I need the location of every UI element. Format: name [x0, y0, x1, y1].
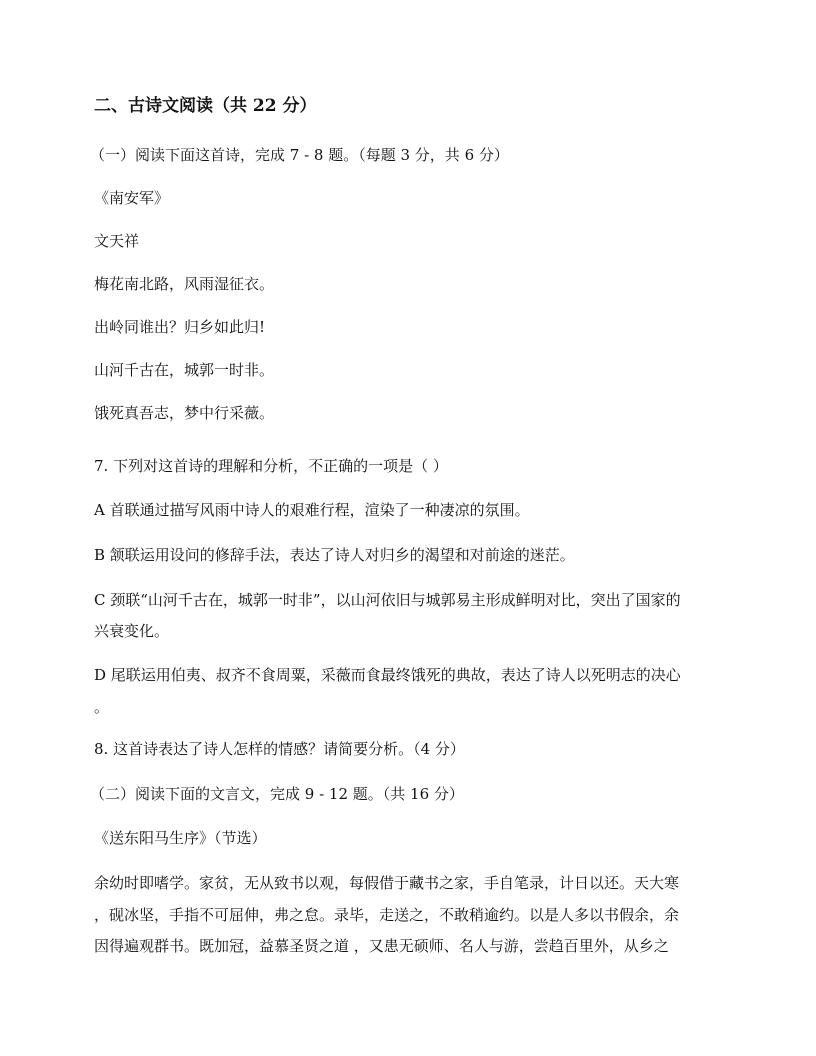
section-title: 二、古诗文阅读（共 22 分）	[94, 96, 317, 116]
question-7-option-a: A 首联通过描写风雨中诗人的艰难行程，渲染了一种凄凉的氛围。	[94, 501, 530, 519]
poem-line: 山河千古在，城郭一时非。	[94, 361, 275, 379]
passage-line: 因得遍观群书。既加冠，益慕圣贤之道 ，又患无硕师、名人与游，尝趋百里外，从乡之	[94, 937, 669, 955]
question-7-option-d-cont: 。	[94, 698, 110, 716]
question-7-option-c: C 颈联“山河千古在，城郭一时非”，以山河依旧与城郭易主形成鲜明对比，突出了国家的	[94, 591, 681, 609]
passage-line: ，砚冰坚，手指不可屈伸，弗之怠。录毕，走送之，不敢稍逾约。以是人多以书假余，余	[94, 906, 680, 924]
poem-line: 饿死真吾志，梦中行采薇。	[94, 404, 275, 422]
poem-title: 《南安军》	[94, 189, 170, 207]
passage-title: 《送东阳马生序》（节选）	[94, 829, 267, 847]
part2-instruction: （二）阅读下面的文言文，完成 9 - 12 题。（共 16 分）	[90, 785, 464, 803]
question-7-option-c-cont: 兴衰变化。	[94, 622, 170, 640]
question-7-option-b: B 颔联运用设问的修辞手法，表达了诗人对归乡的渴望和对前途的迷茫。	[94, 546, 575, 564]
part1-instruction: （一）阅读下面这首诗，完成 7 - 8 题。（每题 3 分，共 6 分）	[90, 146, 509, 164]
poem-line: 梅花南北路，风雨湿征衣。	[94, 275, 275, 293]
poem-line: 出岭同谁出？归乡如此归!	[94, 318, 266, 336]
question-8: 8. 这首诗表达了诗人怎样的情感？请简要分析。（4 分）	[94, 740, 465, 758]
question-7-option-d: D 尾联运用伯夷、叔齐不食周粟，采薇而食最终饿死的典故，表达了诗人以死明志的决心	[94, 666, 681, 684]
poem-author: 文天祥	[94, 232, 140, 250]
passage-line: 余幼时即嗜学。家贫，无从致书以观，每假借于藏书之家，手自笔录，计日以还。天大寒	[94, 874, 680, 892]
question-7-stem: 7. 下列对这首诗的理解和分析，不正确的一项是（ ）	[94, 457, 448, 475]
